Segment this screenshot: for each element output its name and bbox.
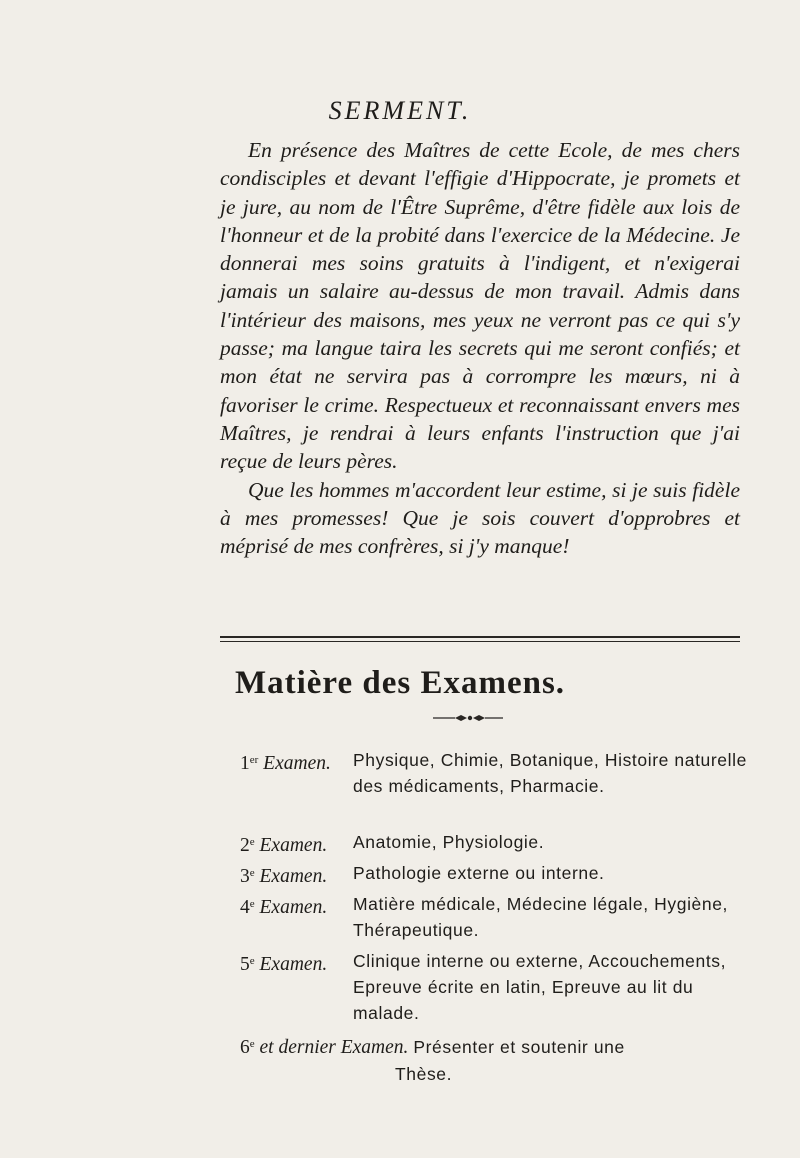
oath-paragraph-2: Que les hommes m'accordent leur estime, si je suis fidèle à mes promesses! Que je sois couvert d'opprobres et méprisé de mes confrères, si j'y manque! [220,477,740,559]
section-divider-thick [220,636,740,638]
exam-heading: 2e Examen. [240,835,328,856]
exam-content-continuation: Thèse. [395,1064,453,1084]
exam-item-3 [240,860,750,891]
exam-heading: 1er Examen. [240,753,331,774]
exam-heading: 4e Examen. [240,897,328,918]
exam-content: Présenter et soutenir une [413,1037,625,1057]
exam-heading: 6e et dernier Examen. Présenter et soutenir une [240,1037,625,1058]
exam-item-5 [240,948,750,1031]
serment-title: SERMENT. [328,96,472,125]
exam-content: Anatomie, Physiologie. [353,832,545,852]
oath-text [220,136,740,560]
section-divider-thin [220,641,740,642]
exam-content: Pathologie externe ou interne. [353,863,605,883]
matiere-title: Matière des Examens. [234,665,566,701]
exam-heading: 3e Examen. [240,866,328,887]
exam-content: Physique, Chimie, Botanique, Histoire naturelle des médicaments, Pharmacie. [353,750,747,796]
exam-item-6 [240,1031,750,1087]
exam-content: Clinique interne ou externe, Accouchements, Epreuve écrite en latin, Epreuve au lit du malade. [353,951,727,1023]
exam-content: Matière médicale, Médecine légale, Hygiène, Thérapeutique. [353,894,729,940]
exam-item-4 [240,891,750,948]
exam-item-1 [240,747,750,829]
exam-heading: 5e Examen. [240,954,328,975]
oath-paragraph-1: En présence des Maîtres de cette Ecole, de mes chers condisciples et devant l'effigie d'Hippocrate, je promets et je jure, au nom de l'Être Suprême, d'être fidèle aux lois de l'honneur et de la probité dans l'exercice de la Médecine. Je donnerai mes soins gratuits à l'indigent, et n'exigerai jamais un salaire au-dessus de mon travail. Admis dans l'intérieur des maisons, mes yeux ne verront pas ce qui s'y passe; ma langue taira les secrets qui me seront confiés; et mon état ne servira pas à corrompre les mœurs, ni à favoriser le crime. Respectueux et reconnaissant envers mes Maîtres, je rendrai à leurs enfants l'instruction que j'ai reçue de leurs pères. [220,138,740,474]
exam-item-2 [240,829,750,860]
ornament-divider [433,713,503,723]
exam-list [240,747,750,1087]
